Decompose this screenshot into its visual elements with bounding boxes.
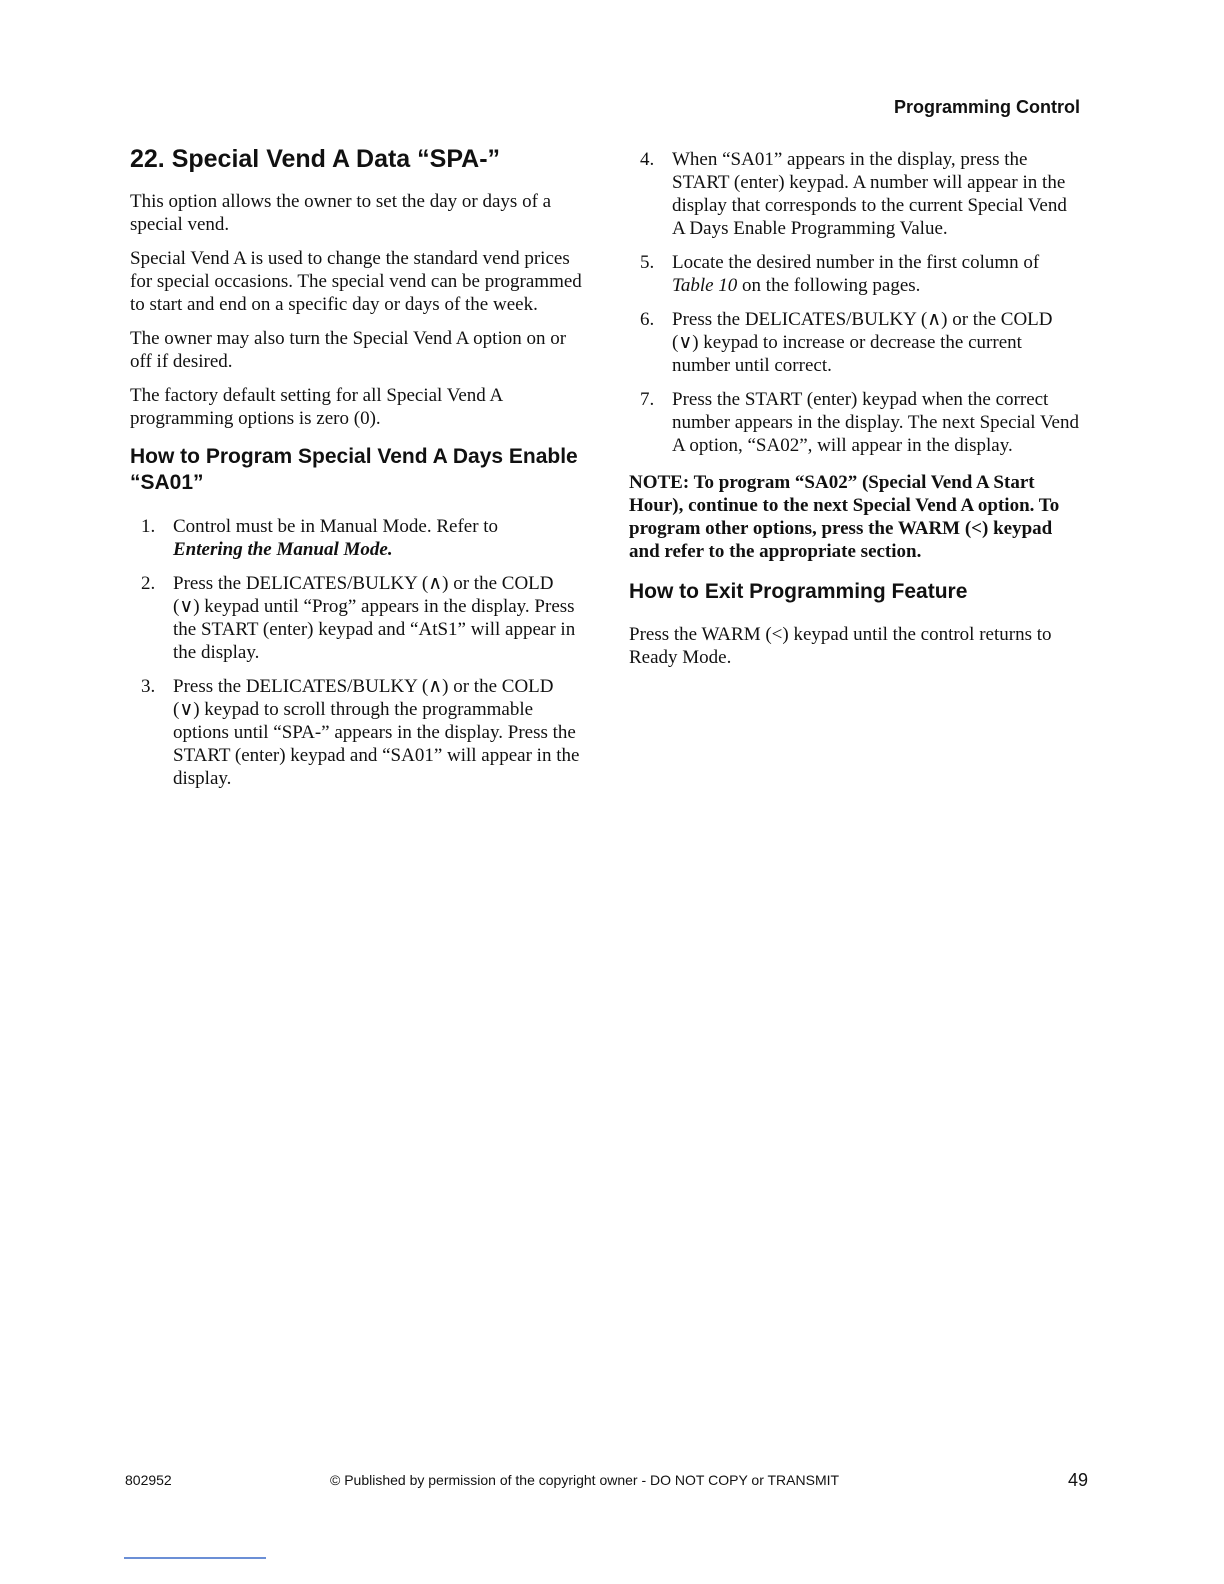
section-header: Programming Control (893, 97, 1080, 117)
step-number: 4. (640, 149, 655, 170)
step-text-post: on the following pages. (737, 275, 921, 296)
list-item (629, 251, 1083, 297)
step-number: 1. (141, 515, 156, 537)
step-text: Control must be in Manual Mode. Refer to (173, 515, 499, 537)
right-column (629, 148, 1083, 680)
step-reference: Entering the Manual Mode. (173, 538, 393, 560)
step-number: 3. (141, 675, 156, 697)
list-item (130, 675, 582, 790)
step-number: 6. (640, 309, 655, 330)
table-reference: Table 10 (672, 275, 738, 296)
step-text: Press the DELICATES/BULKY (∧) or the COLD (∨) keypad until “Prog” appears in the display. Press the START (enter) keypad and “AtS1” will appear in the display. (173, 572, 576, 663)
step-text: Press the START (enter) keypad when the correct number appears in the display. The next Special Vend A option, “SA02”, will appear in the display. (672, 389, 1079, 456)
list-item (629, 148, 1083, 240)
list-item (130, 515, 582, 561)
step-text: Press the DELICATES/BULKY (∧) or the COLD (∨) keypad to increase or decrease the current number until correct. (672, 309, 1053, 376)
intro-paragraph-3: The owner may also turn the Special Vend A option on or off if desired. (130, 328, 567, 372)
list-item (629, 308, 1083, 377)
page-title: 22. Special Vend A Data “SPA-” (130, 145, 501, 173)
list-item (629, 388, 1083, 457)
step-text: Press the DELICATES/BULKY (∧) or the COLD (∨) keypad to scroll through the programmable options until “SPA-” appears in the display. Press the START (enter) keypad and “SA01” will appear in the display. (173, 675, 580, 789)
step-number: 7. (640, 389, 655, 410)
intro-paragraph-2: Special Vend A is used to change the standard vend prices for special occasions. The special vend can be programmed to start and end on a specific day or days of the week. (130, 248, 582, 315)
left-steps-list (130, 515, 582, 790)
step-number: 5. (640, 252, 655, 273)
intro-paragraph-1: This option allows the owner to set the day or days of a special vend. (130, 191, 552, 235)
document-id: 802952 (125, 1472, 172, 1488)
right-steps-list (629, 148, 1083, 457)
page-number: 49 (1068, 1470, 1089, 1490)
left-column (130, 144, 582, 801)
intro-paragraph-4: The factory default setting for all Special Vend A programming options is zero (0). (130, 385, 503, 429)
exit-subheading: How to Exit Programming Feature (629, 580, 968, 603)
step-text: When “SA01” appears in the display, press the START (enter) keypad. A number will appear in the display that corresponds to the current Special Vend A Days Enable Programming Value. (672, 149, 1067, 239)
program-subheading: How to Program Special Vend A Days Enable “SA01” (130, 445, 578, 495)
list-item (130, 572, 582, 664)
step-number: 2. (141, 572, 156, 594)
exit-paragraph: Press the WARM (<) keypad until the control returns to Ready Mode. (629, 624, 1052, 669)
copyright-notice: © Published by permission of the copyright owner - DO NOT COPY or TRANSMIT (330, 1472, 840, 1488)
step-text-pre: Locate the desired number in the first column of (672, 252, 1040, 273)
footer-rule (124, 1557, 266, 1559)
note-paragraph: NOTE: To program “SA02” (Special Vend A Start Hour), continue to the next Special Vend A option. To program other options, press the WARM (<) keypad and refer to the appropriate section. (629, 472, 1060, 562)
